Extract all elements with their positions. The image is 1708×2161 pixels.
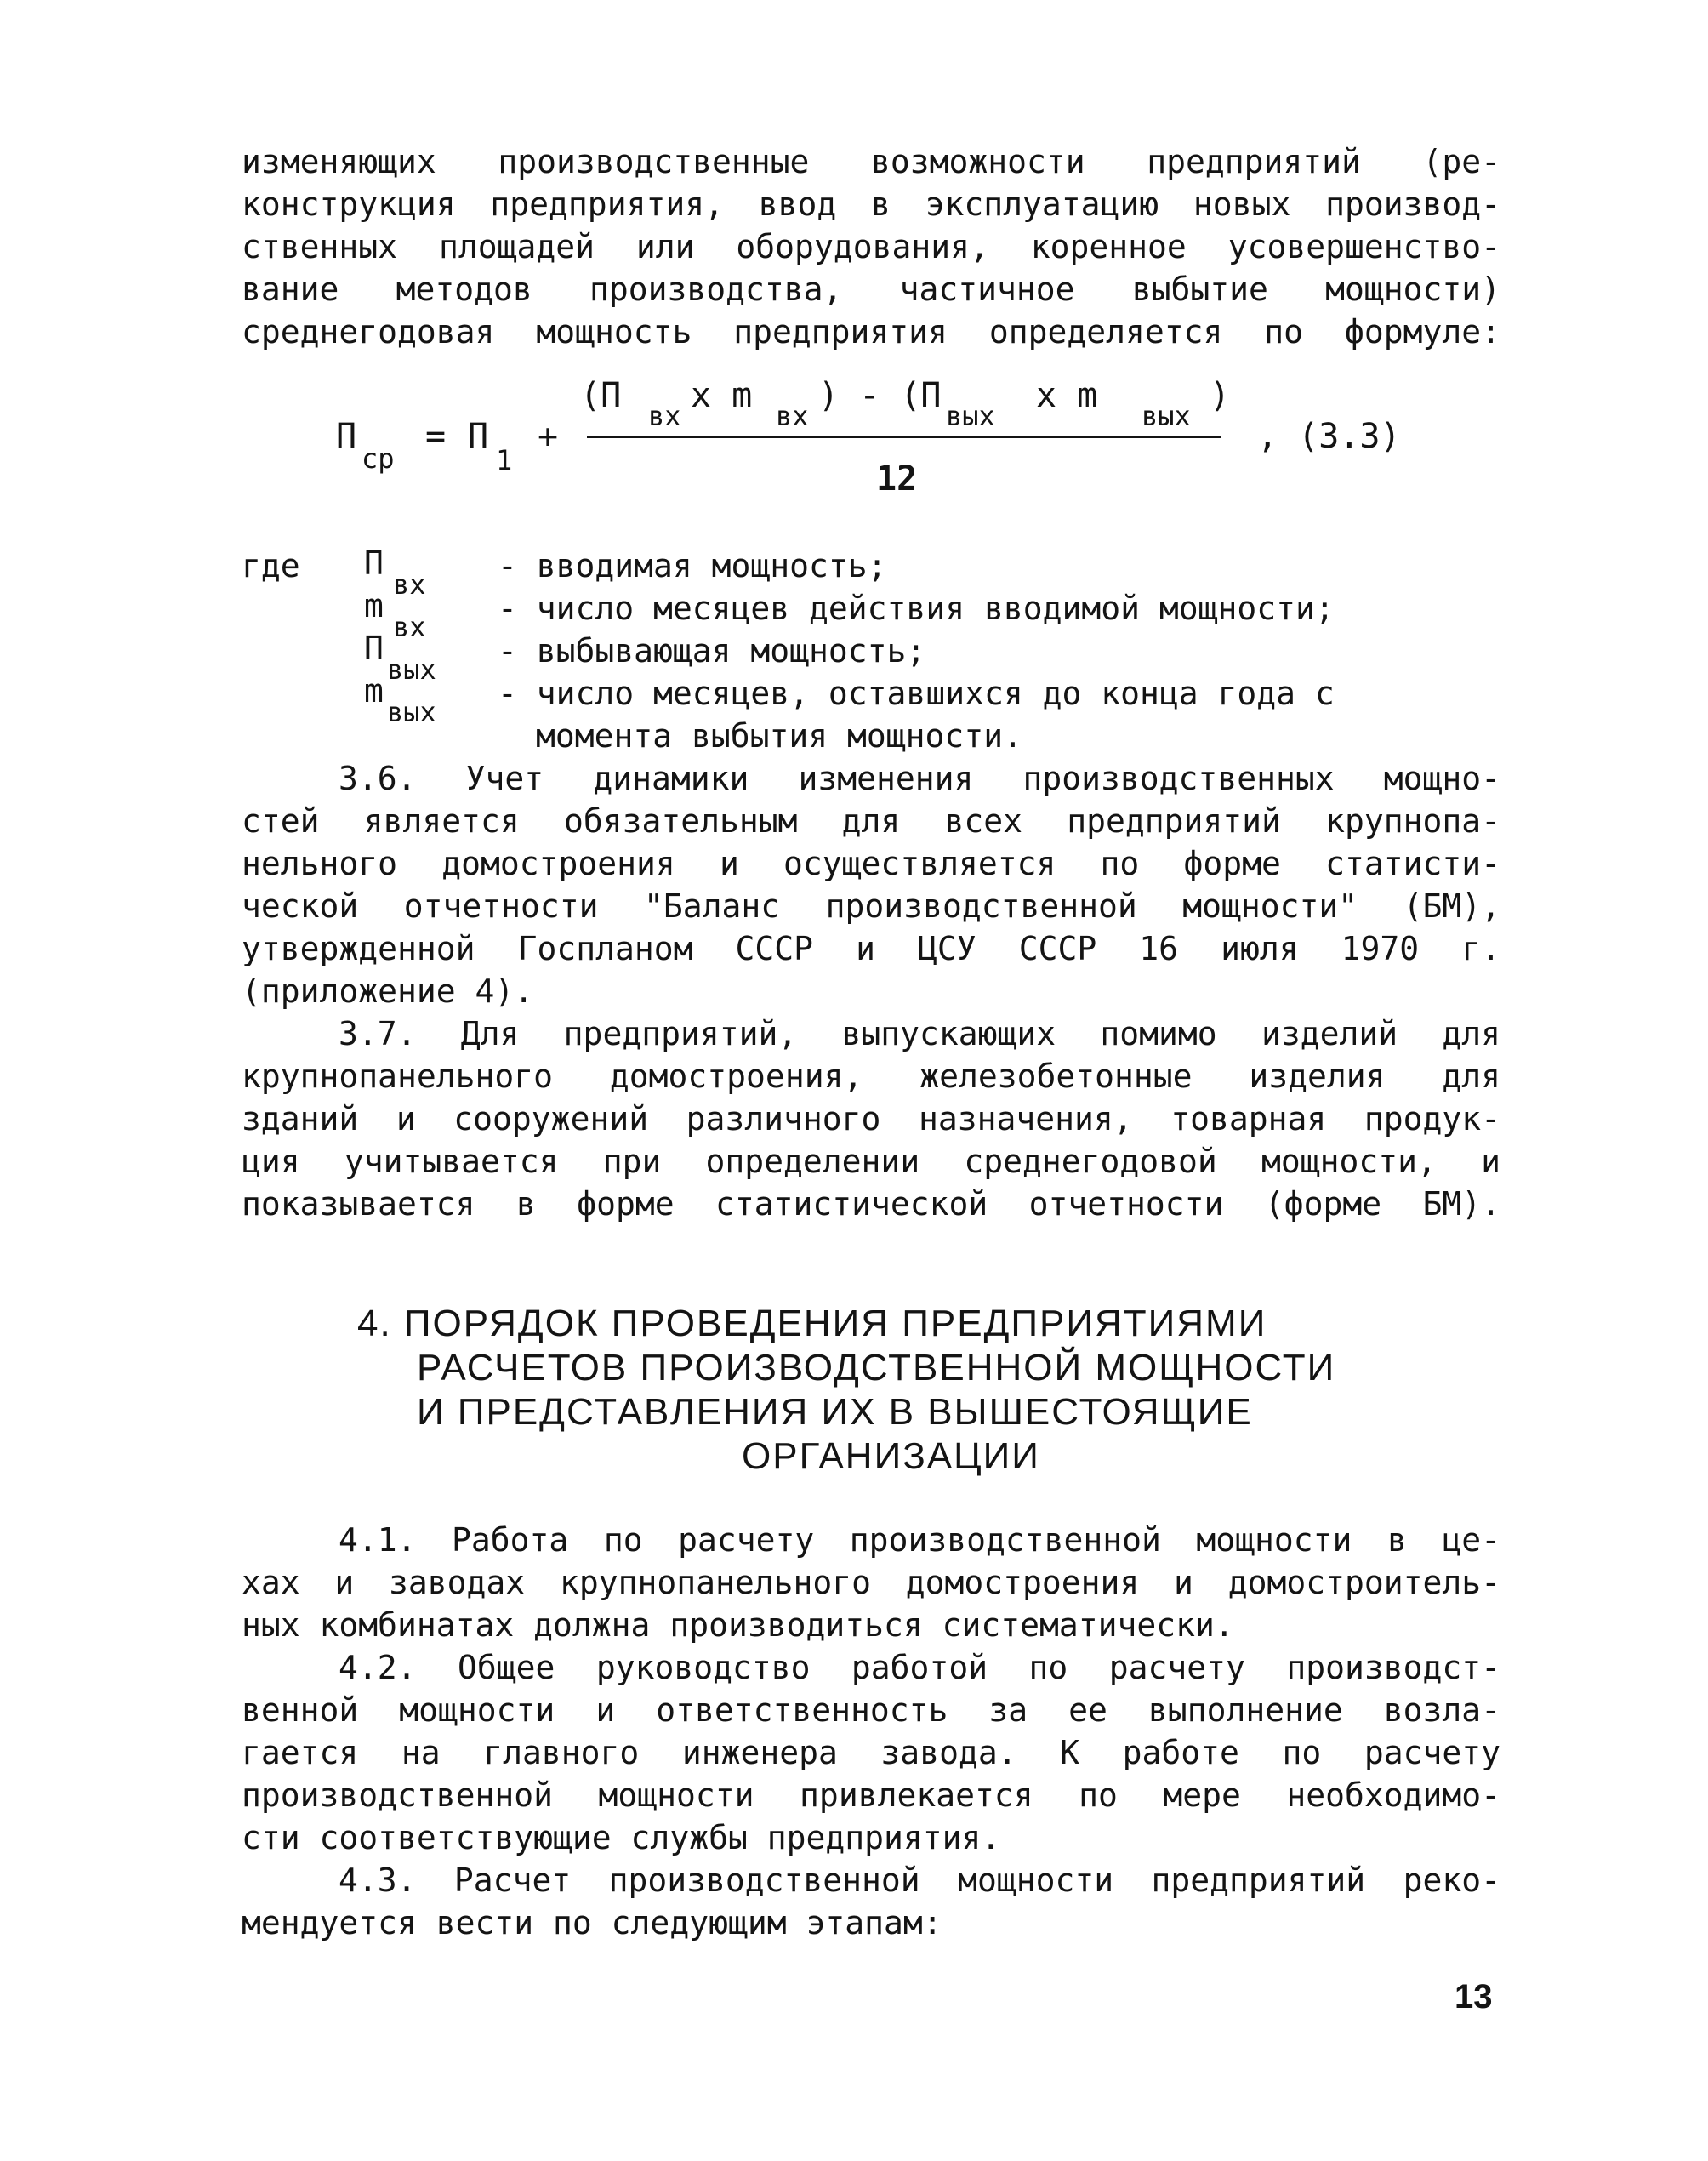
formula-num-sub4: вых bbox=[1142, 400, 1191, 432]
section-title-line-2: РАСЧЕТОВ ПРОИЗВОДСТВЕННОЙ МОЩНОСТИ bbox=[417, 1347, 1336, 1388]
legend-sub-4: вых bbox=[387, 696, 436, 728]
formula-p1-sub: 1 bbox=[496, 444, 513, 476]
formula-num-x1: х m bbox=[691, 376, 753, 415]
para-4-2-line-4: производственной мощности привлекается по мере необходимо- bbox=[242, 1776, 1500, 1814]
para-3-7-line-3: зданий и сооружений различного назначения, товарная продук- bbox=[242, 1100, 1500, 1138]
formula-equals: = bbox=[425, 417, 447, 456]
legend-where: где bbox=[242, 547, 300, 584]
section-title-line-3: И ПРЕДСТАВЛЕНИЯ ИХ В ВЫШЕСТОЯЩИЕ bbox=[417, 1391, 1253, 1433]
para-4-1-line-1: 4.1. Работа по расчету производственной мощности в це- bbox=[339, 1521, 1500, 1559]
formula-num-sub3: вых bbox=[946, 400, 995, 432]
para-4-1-line-2: хах и заводах крупнопанельного домостроения и домостроитель- bbox=[242, 1564, 1500, 1601]
para-3-6-line-2: стей является обязательным для всех предприятий крупнопа- bbox=[242, 802, 1500, 840]
legend-symbol-2: m bbox=[364, 587, 384, 624]
legend-sub-3: вых bbox=[387, 653, 436, 686]
legend-sub-2: вх bbox=[393, 611, 426, 643]
legend-symbol-3: П bbox=[364, 630, 384, 667]
para-3-7-line-5: показывается в форме статистической отчетности (форме БМ). bbox=[242, 1185, 1500, 1223]
formula-lhs: П bbox=[336, 417, 357, 456]
para-4-3-line-2: мендуется вести по следующим этапам: bbox=[242, 1904, 942, 1941]
intro-line-4: вание методов производства, частичное выбытие мощности) bbox=[242, 271, 1500, 308]
legend-continuation: момента выбытия мощности. bbox=[536, 717, 1022, 755]
formula-num-open: (П bbox=[580, 376, 622, 415]
para-4-3-line-1: 4.3. Расчет производственной мощности предприятий реко- bbox=[339, 1862, 1500, 1899]
intro-line-2: конструкция предприятия, ввод в эксплуатацию новых производ- bbox=[242, 185, 1500, 223]
para-3-7-line-4: ция учитывается при определении среднегодовой мощности, и bbox=[242, 1143, 1500, 1180]
intro-line-3: ственных площадей или оборудования, коренное усовершенство- bbox=[242, 228, 1500, 265]
legend-symbol-1: П bbox=[364, 545, 384, 582]
legend-sub-1: вх bbox=[393, 568, 426, 601]
formula-num-sub1: вх bbox=[648, 400, 681, 432]
section-title-line-1: 4. ПОРЯДОК ПРОВЕДЕНИЯ ПРЕДПРИЯТИЯМИ bbox=[357, 1303, 1267, 1344]
legend-desc-2: - число месяцев действия вводимой мощности; bbox=[498, 590, 1335, 627]
formula-number: , (3.3) bbox=[1257, 417, 1401, 456]
para-3-6-line-5: утвержденной Госпланом СССР и ЦСУ СССР 16 июля 1970 г. bbox=[242, 930, 1500, 967]
formula-num-mid: ) - (П bbox=[818, 376, 942, 415]
intro-line-1: изменяющих производственные возможности предприятий (ре- bbox=[242, 143, 1500, 180]
legend-desc-4: - число месяцев, оставшихся до конца года с bbox=[498, 675, 1335, 712]
formula-num-sub2: вх bbox=[776, 400, 809, 432]
intro-line-5: среднегодовая мощность предприятия определяется по формуле: bbox=[242, 313, 1500, 351]
formula-num-close: ) bbox=[1210, 376, 1231, 415]
formula-plus: + bbox=[538, 417, 559, 456]
formula-lhs-sub: ср bbox=[362, 442, 395, 475]
para-4-1-line-3: ных комбинатах должна производиться систематически. bbox=[242, 1606, 1234, 1644]
para-4-2-line-2: венной мощности и ответственность за ее выполнение возла- bbox=[242, 1691, 1500, 1729]
section-title-line-4: ОРГАНИЗАЦИИ bbox=[742, 1435, 1040, 1477]
para-3-6-line-3: нельного домостроения и осуществляется по форме статисти- bbox=[242, 845, 1500, 882]
para-4-2-line-5: сти соответствующие службы предприятия. bbox=[242, 1819, 1001, 1856]
para-3-7-line-2: крупнопанельного домостроения, железобетонные изделия для bbox=[242, 1058, 1500, 1095]
para-4-2-line-3: гается на главного инженера завода. К работе по расчету bbox=[242, 1734, 1500, 1771]
formula-denominator: 12 bbox=[876, 459, 918, 499]
para-3-6-line-4: ческой отчетности "Баланс производственной мощности" (БМ), bbox=[242, 887, 1500, 925]
legend-symbol-4: m bbox=[364, 672, 384, 710]
formula-p1: П bbox=[468, 417, 489, 456]
para-4-2-line-1: 4.2. Общее руководство работой по расчету производст- bbox=[339, 1649, 1500, 1686]
legend-desc-1: - вводимая мощность; bbox=[498, 547, 887, 584]
fraction-bar bbox=[587, 436, 1221, 438]
para-3-6-line-1: 3.6. Учет динамики изменения производственных мощно- bbox=[339, 760, 1500, 797]
para-3-7-line-1: 3.7. Для предприятий, выпускающих помимо изделий для bbox=[339, 1015, 1500, 1052]
legend-desc-3: - выбывающая мощность; bbox=[498, 632, 926, 670]
para-3-6-line-6: (приложение 4). bbox=[242, 972, 534, 1010]
formula-num-x2: х m bbox=[1036, 376, 1098, 415]
page-number: 13 bbox=[1455, 1978, 1493, 2016]
